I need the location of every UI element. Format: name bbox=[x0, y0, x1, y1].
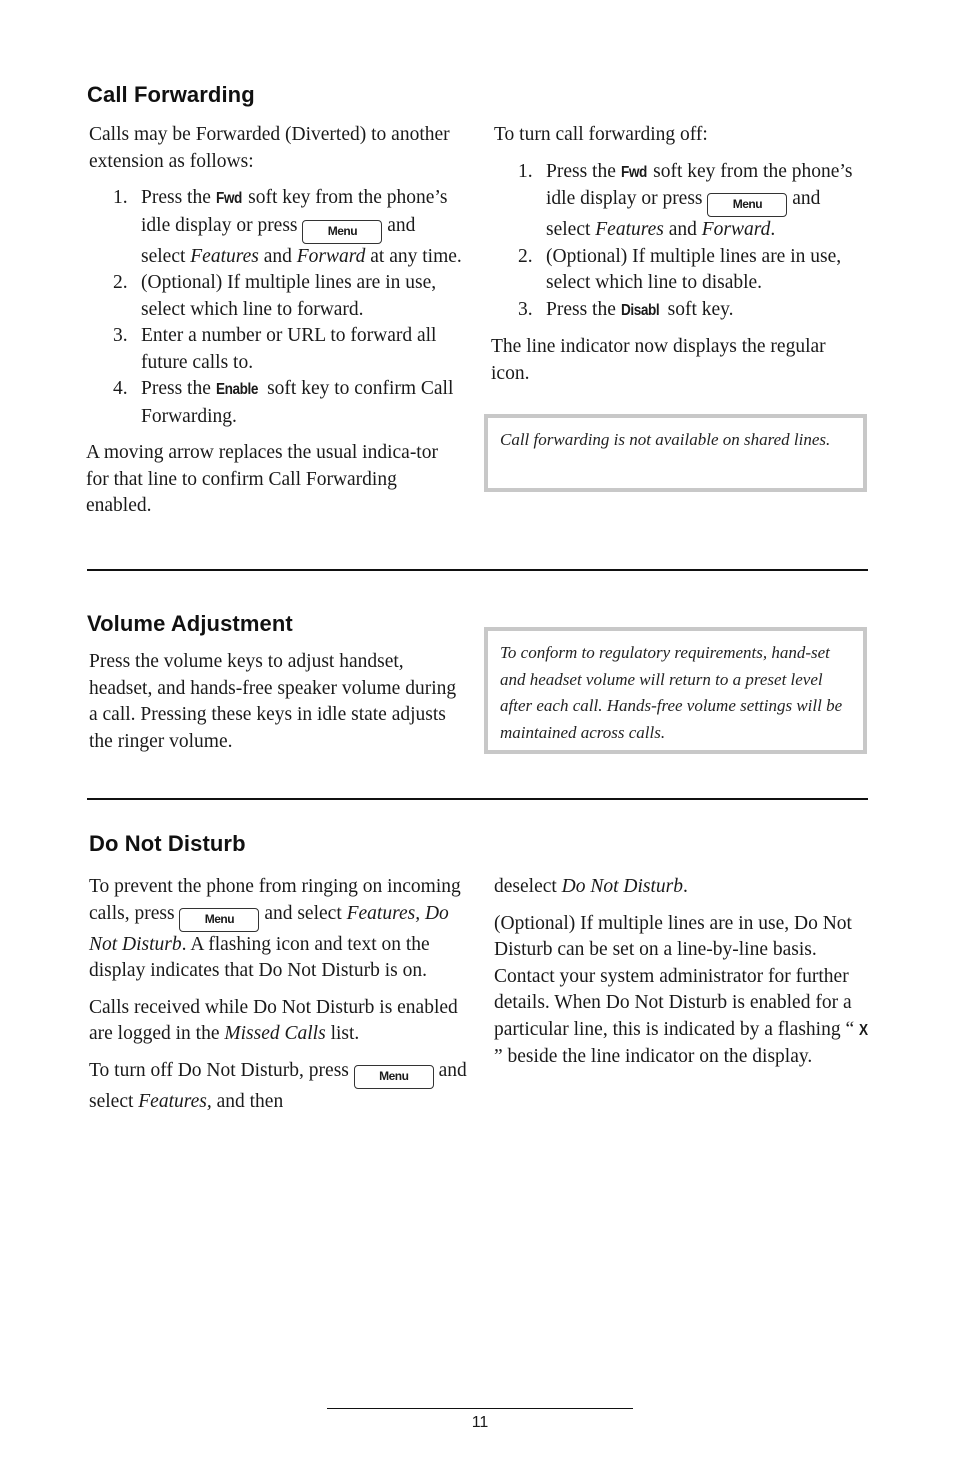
section-divider bbox=[87, 569, 868, 571]
forward-result-text: A moving arrow replaces the usual indica-tor for that line to confirm Call Forwarding enabled. bbox=[86, 442, 438, 516]
call-forwarding-heading: Call Forwarding bbox=[87, 82, 255, 107]
section-divider bbox=[87, 798, 868, 800]
enable-soft-key: Enable bbox=[215, 381, 258, 398]
forward-off-step-1: 1. Press the Fwd soft key from the phone’s idle display or press Menu and select Features and Forward. bbox=[518, 160, 853, 240]
forward-off-intro: To turn call forwarding off: bbox=[494, 124, 708, 145]
forward-step-4: 4. Press the Enable soft key to confirm Call Forwarding. bbox=[113, 378, 454, 427]
volume-note-text: To conform to regulatory requirements, hand-set and headset volume will return to a preset level after each call. Hands-free volume settings will be maintained across calls. bbox=[500, 643, 843, 742]
forward-step-3: 3. Enter a number or URL to forward all future calls to. bbox=[113, 325, 437, 373]
dnd-paragraph-3: To turn off Do Not Disturb, press Menu and select Features, and then bbox=[89, 1059, 467, 1112]
fwd-soft-key: Fwd bbox=[620, 163, 647, 181]
forward-steps-list bbox=[89, 185, 464, 430]
call-forwarding-right-column bbox=[491, 122, 868, 387]
dnd-paragraph-5: (Optional) If multiple lines are in use, Do Not Disturb can be set on a line-by-line basis. Contact your system administrator for further details. When Do Not Disturb is enabled for a particular line, this is indicated by a flashing “ X ” beside the line indicator on the display. bbox=[494, 912, 868, 1067]
call-forwarding-note-box bbox=[484, 414, 867, 492]
dnd-paragraph-4: deselect Do Not Disturb. bbox=[494, 876, 688, 897]
dnd-right-column bbox=[494, 874, 868, 1071]
forward-off-result-text: The line indicator now displays the regular icon. bbox=[491, 336, 826, 384]
dnd-line-x-icon: X bbox=[858, 1021, 868, 1039]
menu-key-icon: Menu bbox=[707, 193, 787, 217]
dnd-left-column bbox=[89, 874, 469, 1115]
call-forwarding-note-text: Call forwarding is not available on shared lines. bbox=[500, 430, 831, 449]
forward-off-steps-list bbox=[494, 159, 868, 325]
call-forwarding-intro: Calls may be Forwarded (Diverted) to another extension as follows: bbox=[89, 124, 450, 172]
disabl-soft-key: Disabl bbox=[620, 301, 660, 319]
menu-key-icon: Menu bbox=[302, 220, 382, 244]
forward-off-step-2: 2. (Optional) If multiple lines are in use, select which line to disable. bbox=[518, 245, 842, 293]
volume-adjustment-heading: Volume Adjustment bbox=[87, 611, 293, 636]
fwd-soft-key: Fwd bbox=[215, 190, 242, 207]
footer-rule bbox=[327, 1408, 633, 1409]
forward-step-1: 1. Press the Fwd soft key from the phone’s idle display or press Menu and select Features and Forward at any time. bbox=[113, 187, 462, 267]
do-not-disturb-heading: Do Not Disturb bbox=[89, 831, 246, 856]
volume-note-box bbox=[484, 627, 867, 754]
page-number: 11 bbox=[471, 1414, 489, 1431]
forward-step-2: 2. (Optional) If multiple lines are in use, select which line to forward. bbox=[113, 272, 437, 320]
menu-key-icon: Menu bbox=[354, 1065, 434, 1089]
call-forwarding-left-column bbox=[86, 122, 464, 520]
menu-key-icon: Menu bbox=[179, 908, 259, 932]
forward-off-step-3: 3. Press the Disabl soft key. bbox=[494, 297, 868, 325]
volume-body-text: Press the volume keys to adjust handset, headset, and hands-free speaker volume during a call. Pressing these keys in idle state adjusts the ringer volume. bbox=[89, 651, 457, 752]
dnd-paragraph-2: Calls received while Do Not Disturb is enabled are logged in the Missed Calls list. bbox=[89, 996, 458, 1044]
dnd-paragraph-1: To prevent the phone from ringing on incoming calls, press Menu and select Features, Do Not Disturb. A flashing icon and text on the display indicates that Do Not Disturb is on. bbox=[89, 876, 461, 981]
